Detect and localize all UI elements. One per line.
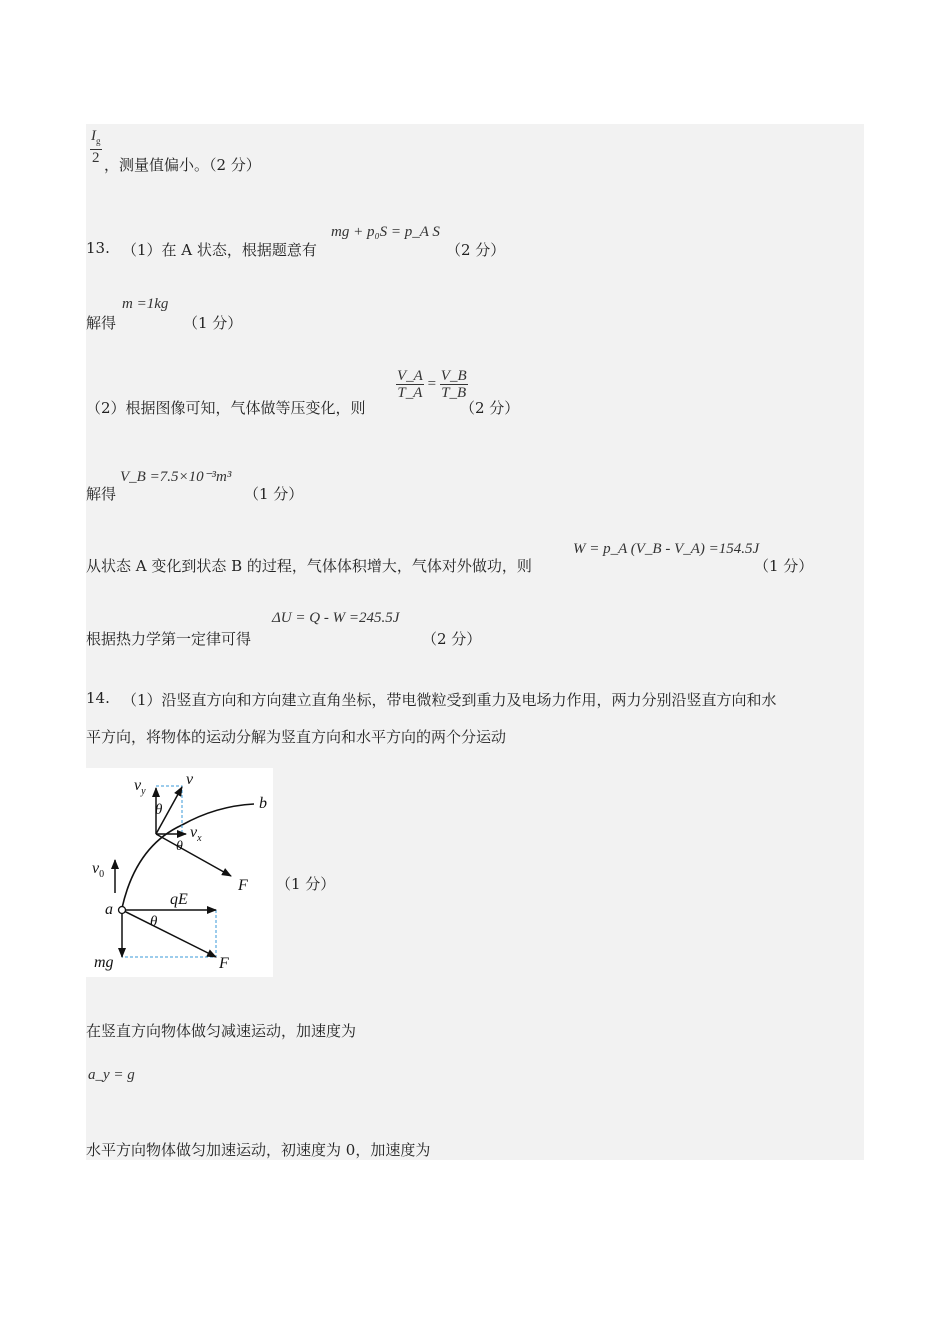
q13-part2-text: （2）根据图像可知，气体做等压变化，则 xyxy=(86,399,366,417)
score: （1 分） xyxy=(754,557,814,575)
score: （2 分） xyxy=(422,630,482,648)
label-theta-lower: θ xyxy=(176,839,183,854)
label-b: b xyxy=(259,795,267,812)
solve-label: 解得 xyxy=(86,485,117,503)
equation-mass: m =1kg xyxy=(122,296,169,312)
score: （1 分） xyxy=(244,485,304,503)
document-page xyxy=(86,124,864,1160)
q14-line2: 平方向，将物体的运动分解为竖直方向和水平方向的两个分运动 xyxy=(86,728,507,746)
label-a: a xyxy=(105,901,113,918)
first-law-text: 根据热力学第一定律可得 xyxy=(86,630,252,648)
horizontal-motion-text: 水平方向物体做匀加速运动，初速度为 0，加速度为 xyxy=(86,1141,431,1159)
q13-label: 13. xyxy=(86,239,110,257)
equation-internal-energy: ΔU = Q - W =245.5J xyxy=(272,610,400,626)
equation-volume-b: V_B =7.5×10⁻³m³ xyxy=(120,469,232,485)
label-f-upper: F xyxy=(238,877,248,894)
label-v: v xyxy=(186,771,194,788)
q13-part1-text: （1）在 A 状态，根据题意有 xyxy=(122,241,317,259)
label-theta-upper: θ xyxy=(155,802,163,818)
label-mg: mg xyxy=(94,954,114,971)
figure-svg xyxy=(86,768,273,977)
label-vy: $v_y$ xyxy=(134,777,146,797)
label-qe: qE xyxy=(170,891,188,908)
equation-force-balance: mg + p₀S = p_A S xyxy=(331,224,440,240)
score: （2 分） xyxy=(460,399,520,417)
label-vx: $v_x$ xyxy=(190,824,202,844)
motion-decomposition-figure xyxy=(86,768,273,977)
label-v0: $v_0$ xyxy=(92,860,105,880)
q14-line1: （1）沿竖直方向和方向建立直角坐标，带电微粒受到重力及电场力作用，两力分别沿竖直方向和水 xyxy=(122,691,777,709)
fraction-ig-over-2: $\frac{I_g}{2}$ xyxy=(91,128,101,166)
equation-work: W = p_A (V_B - V_A) =154.5J xyxy=(573,541,760,557)
force-f2-arrow xyxy=(122,910,216,957)
score: （1 分） xyxy=(183,314,243,332)
q14-label: 14. xyxy=(86,689,110,707)
label-theta-a: θ xyxy=(150,914,158,930)
work-text: 从状态 A 变化到状态 B 的过程，气体体积增大，气体对外做功，则 xyxy=(86,557,532,575)
figure-score: （1 分） xyxy=(276,875,336,893)
equation-isobaric: $\frac{V\_A}{T\_A}$ = $\frac{V\_B}{T\_B}$ xyxy=(397,368,467,401)
score: （2 分） xyxy=(446,241,506,259)
measured-small-text: ，测量值偏小。（2 分） xyxy=(104,156,261,174)
point-a xyxy=(119,907,126,914)
trajectory-curve xyxy=(122,804,254,908)
equation-ay: a_y = g xyxy=(88,1067,135,1083)
vertical-motion-text: 在竖直方向物体做匀减速运动，加速度为 xyxy=(86,1022,357,1040)
solve-label: 解得 xyxy=(86,314,117,332)
label-f-lower: F xyxy=(219,955,229,972)
